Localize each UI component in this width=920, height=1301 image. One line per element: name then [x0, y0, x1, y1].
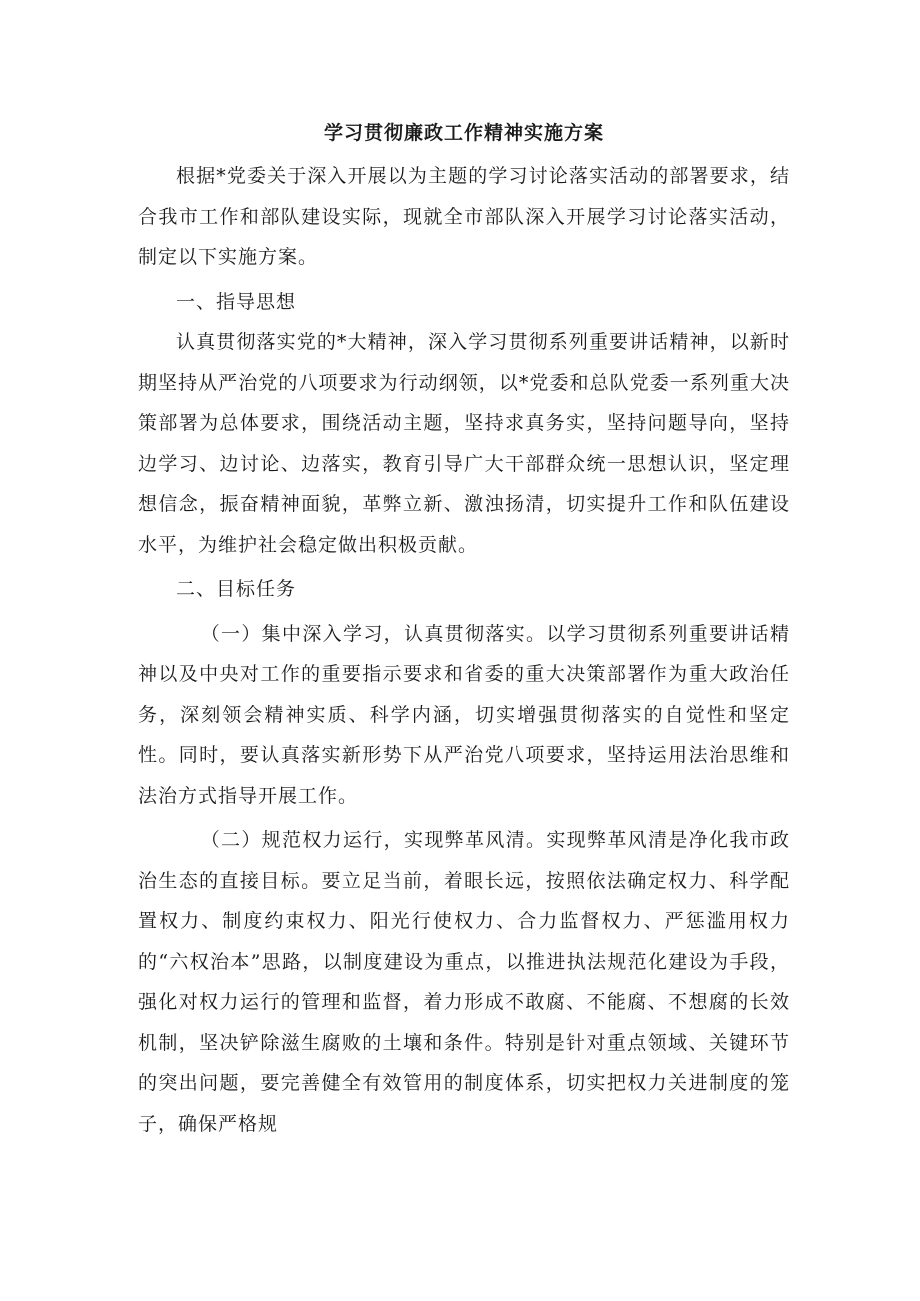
section-body-guiding-ideology: 认真贯彻落实党的*大精神，深入学习贯彻系列重要讲话精神，以新时期坚持从严治党的八项要求为行动纲领，以*党委和总队党委一系列重大决策部署为总体要求，围绕活动主题，坚持求真务实，坚持问题导向，坚持边学习、边讨论、边落实，教育引导广大干部群众统一思想认识，坚定理想信念，振奋精神面貌，革弊立新、激浊扬清，切实提升工作和队伍建设水平，为维护社会稳定做出积极贡献。 [138, 331, 790, 556]
document-title: 学习贯彻廉政工作精神实施方案 [323, 122, 604, 144]
section-heading-goals-tasks: 二、目标任务 [176, 578, 297, 600]
section-heading-guiding-ideology: 一、指导思想 [176, 290, 297, 313]
document-page [138, 118, 790, 1144]
task-item-1: （一）集中深入学习，认真贯彻落实。以学习贯彻系列重要讲话精神以及中央对工作的重要指示要求和省委的重大决策部署作为重大政治任务，深刻领会精神实质、科学内涵，切实增强贯彻落实的自觉性和坚定性。同时，要认真落实新形势下从严治党八项要求，坚持运用法治思维和法治方式指导开展工作。 [138, 622, 790, 807]
intro-paragraph: 根据*党委关于深入开展以为主题的学习讨论落实活动的部署要求，结合我市工作和部队建设实际，现就全市部队深入开展学习讨论落实活动，制定以下实施方案。 [138, 165, 790, 268]
task-item-2: （二）规范权力运行，实现弊革风清。实现弊革风清是净化我市政治生态的直接目标。要立足当前，着眼长远，按照依法确定权力、科学配置权力、制度约束权力、阳光行使权力、合力监督权力、严惩滥用权力的“六权治本”思路，以制度建设为重点，以推进执法规范化建设为手段，强化对权力运行的管理和监督，着力形成不敢腐、不能腐、不想腐的长效机制，坚决铲除滋生腐败的土壤和条件。特别是针对重点领域、关键环节的突出问题，要完善健全有效管用的制度体系，切实把权力关进制度的笼子，确保严格规 [138, 829, 790, 1135]
